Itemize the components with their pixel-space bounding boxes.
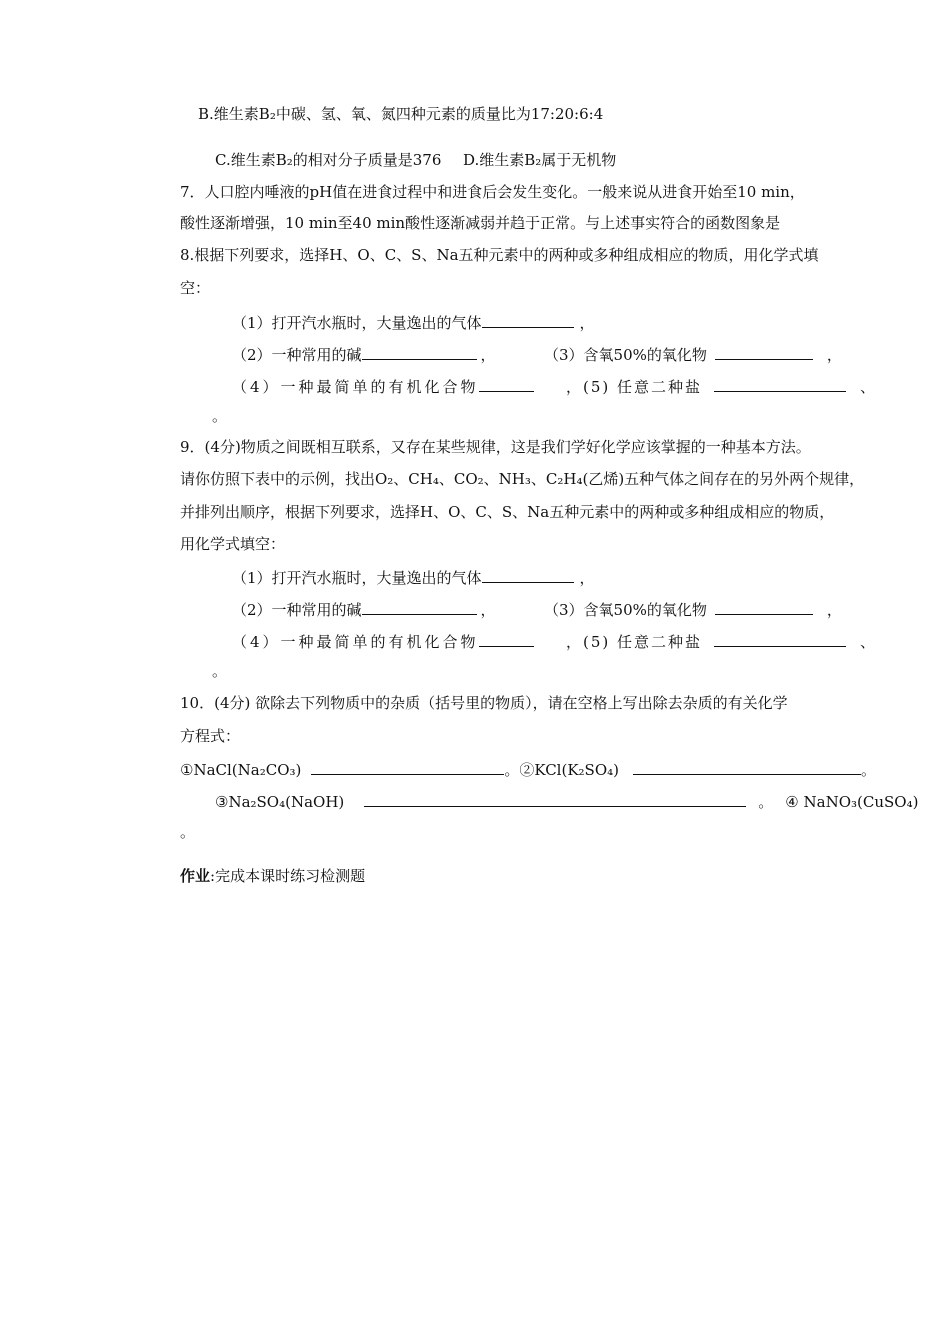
q9-line-1: 9．(4分)物质之间既相互联系，又存在某些规律，这是我们学好化学应该掌握的一种基本方法。 — [180, 438, 811, 456]
q10-end: 。 — [180, 823, 196, 841]
q10-eq-2-period: 。 — [860, 761, 876, 779]
q10-eq-4-label: ④ NaNO₃(CuSO₄) — [785, 793, 919, 811]
q8-item-2-comma: ， — [480, 346, 496, 364]
q9-line-3: 并排列出顺序，根据下列要求，选择H、O、C、S、Na五种元素中的两种或多种组成相应的物质， — [180, 503, 835, 521]
q10-eq-2-blank[interactable] — [633, 758, 861, 775]
q9-item-4 — [232, 630, 534, 652]
q10-eq-1-period: 。 — [504, 761, 520, 779]
q8-item-4-blank[interactable] — [479, 375, 534, 392]
q9-item-5 — [566, 630, 875, 652]
q9-item-4-label: （4）一种最简单的有机化合物 — [232, 633, 479, 651]
q8-item-4-label: （4）一种最简单的有机化合物 — [232, 378, 479, 396]
q10-eq-1-blank[interactable] — [311, 758, 504, 775]
q8-item-3 — [544, 343, 842, 365]
q9-item-3-comma: ， — [826, 601, 842, 619]
q9-item-2-blank[interactable] — [362, 598, 477, 615]
q10-eq-3-blank[interactable] — [364, 790, 746, 807]
q10-eq-2-label: ②KCl(K₂SO₄) — [519, 761, 619, 779]
homework-line — [180, 866, 365, 886]
q9-item-3 — [544, 598, 842, 620]
q10-eq-3-row — [215, 790, 918, 812]
q8-end: 。 — [212, 407, 228, 425]
q9-item-2 — [232, 598, 496, 620]
q6-option-d: D.维生素B₂属于无机物 — [462, 151, 617, 169]
q8-item-2-blank[interactable] — [362, 343, 477, 360]
q9-item-1-label: （1）打开汽水瓶时，大量逸出的气体 — [232, 569, 482, 587]
q9-item-1 — [232, 566, 595, 588]
q9-item-2-comma: ， — [480, 601, 496, 619]
q8-item-1 — [232, 311, 595, 333]
q6-option-c: C.维生素B₂的相对分子质量是376 — [215, 151, 442, 169]
q10-line-1: 10．(4分) 欲除去下列物质中的杂质（括号里的物质），请在空格上写出除去杂质的有关化学 — [180, 694, 788, 712]
homework-label: 作业 — [180, 867, 211, 885]
q7-line-1: 7．人口腔内唾液的pH值在进食过程中和进食后会发生变化。一般来说从进食开始至10 min， — [180, 183, 805, 201]
q9-item-2-label: （2）一种常用的碱 — [232, 601, 362, 619]
q8-item-1-label: （1）打开汽水瓶时，大量逸出的气体 — [232, 314, 482, 332]
q8-item-1-blank[interactable] — [482, 311, 574, 328]
q9-item-3-blank[interactable] — [715, 598, 813, 615]
q10-line-2: 方程式： — [180, 727, 241, 745]
q9-item-4-blank[interactable] — [479, 630, 534, 647]
q10-eq-3-label: ③Na₂SO₄(NaOH) — [215, 793, 345, 811]
q8-item-3-label: （3）含氧50%的氧化物 — [544, 346, 707, 364]
q10-eq-1-label: ①NaCl(Na₂CO₃) — [180, 761, 302, 779]
q9-item-5-blank[interactable] — [714, 630, 846, 647]
q8-item-2 — [232, 343, 496, 365]
q9-item-1-blank[interactable] — [482, 566, 574, 583]
q8-item-5-blank[interactable] — [714, 375, 846, 392]
q6-option-b: B.维生素B₂中碳、氢、氧、氮四种元素的质量比为17:20:6:4 — [198, 105, 604, 123]
q8-item-3-blank[interactable] — [715, 343, 813, 360]
q9-line-2: 请你仿照下表中的示例，找出O₂、CH₄、CO₂、NH₃、C₂H₄(乙烯)五种气体之间存在的另外两个规律， — [180, 470, 865, 488]
q9-item-3-label: （3）含氧50%的氧化物 — [544, 601, 707, 619]
q10-eq-1-row — [180, 758, 876, 780]
q9-item-1-comma: ， — [579, 569, 595, 587]
q8-item-1-comma: ， — [579, 314, 595, 332]
q9-item-5-label: ，(5) 任意二种盐 — [566, 633, 703, 651]
q8-line-1: 8.根据下列要求，选择H、O、C、S、Na五种元素中的两种或多种组成相应的物质，用化学式填 — [180, 246, 819, 264]
q9-line-4: 用化学式填空： — [180, 535, 286, 553]
q6-option-c-d — [215, 150, 616, 170]
q8-item-4 — [232, 375, 534, 397]
q8-item-5-label: ，(5) 任意二种盐 — [566, 378, 703, 396]
q10-eq-3-period: 。 — [758, 793, 774, 811]
q8-line-2: 空： — [180, 279, 211, 297]
q7-line-2: 酸性逐渐增强，10 min至40 min酸性逐渐减弱并趋于正常。与上述事实符合的函数图象是 — [180, 214, 781, 232]
q8-item-2-label: （2）一种常用的碱 — [232, 346, 362, 364]
homework-text: :完成本课时练习检测题 — [210, 867, 366, 885]
q8-item-5-sep: 、 — [860, 378, 876, 396]
q9-item-5-sep: 、 — [860, 633, 876, 651]
q8-item-5 — [566, 375, 875, 397]
q8-item-3-comma: ， — [826, 346, 842, 364]
q9-end: 。 — [212, 662, 228, 680]
